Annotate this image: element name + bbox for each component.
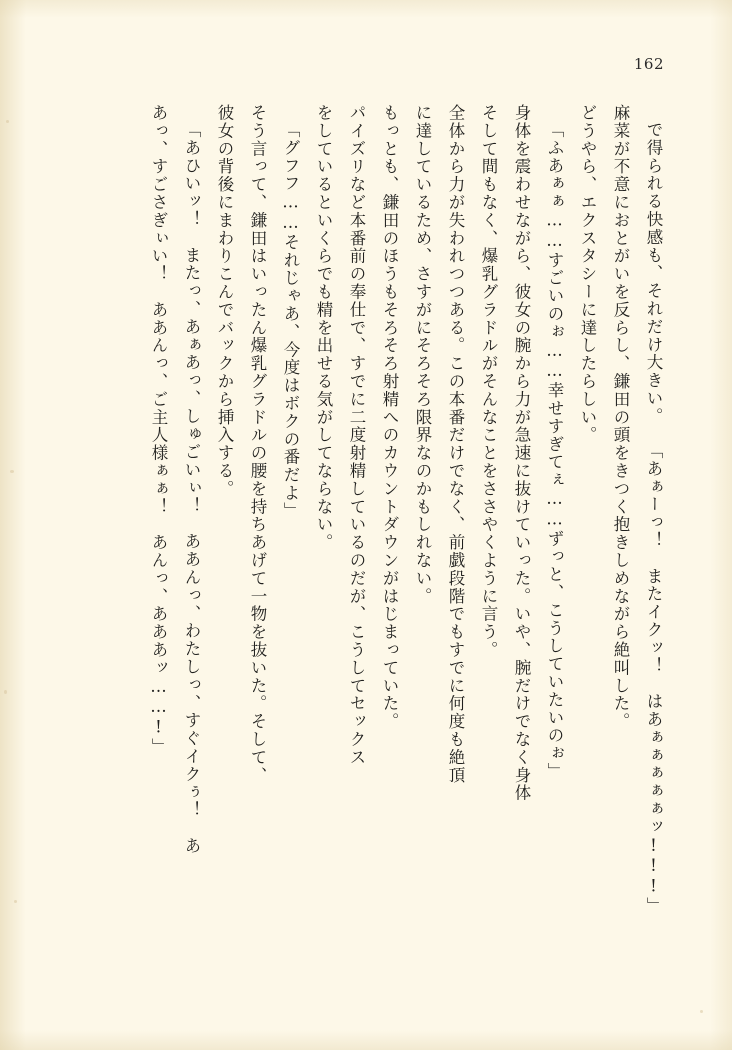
page-body-text: [66, 104, 670, 944]
paragraph: で得られる快感も、それだけ大きい。: [644, 121, 663, 426]
paragraph: 「あぁーっ！ またイクッ！ はあぁぁぁぁぁッ!!!」: [644, 442, 663, 916]
paper-speck: [14, 900, 17, 903]
paragraph: 全体から力が失われつつある。この本番だけでなく、前戯段階でもすでに何度も絶頂: [446, 104, 465, 785]
paragraph: もっとも、鎌田のほうもそろそろ射精へのカウントダウンがはじまっていた。: [380, 104, 399, 731]
paragraph: 身体を震わせながら、彼女の腕から力が急速に抜けていった。いや、腕だけでなく身体: [512, 104, 531, 803]
paragraph: 彼女の背後にまわりこんでバックから挿入する。: [215, 104, 234, 498]
paragraph: パイズリなど本番前の奉仕で、すでに二度射精しているのだが、こうしてセックス: [347, 104, 366, 767]
paragraph: あっ、すごさぎぃい！ ああんっ、ご主人様ぁぁ！ あんっ、あああッ……!」: [149, 104, 168, 756]
paper-speck: [700, 1010, 703, 1013]
page-number: 162: [633, 55, 664, 73]
paragraph: 「ふあぁぁ……すごいのぉ……幸せすぎてぇ……ずっと、こうしていたいのぉ」: [545, 121, 564, 781]
paragraph: 「グフフ……それじゃあ、今度はボクの番だよ」: [281, 121, 300, 520]
paragraph: 「あひいッ！ またっ、あぁあっ、しゅごいぃ！ ああんっ、わたしっ、すぐイクぅ！ あ: [182, 121, 201, 855]
paper-speck: [10, 470, 14, 473]
paragraph: そして間もなく、爆乳グラドルがそんなことをささやくように言う。: [479, 104, 498, 659]
paragraph: をしているといくらでも精を出せる気がしてならない。: [314, 104, 333, 552]
paragraph: そう言って、鎌田はいったん爆乳グラドルの腰を持ちあげて一物を抜いた。そして、: [248, 104, 267, 785]
paper-speck: [4, 690, 7, 694]
paragraph: に達しているため、さすがにそろそろ限界なのかもしれない。: [413, 104, 432, 606]
paragraph: 麻菜が不意におとがいを反らし、鎌田の頭をきつく抱きしめながら絶叫した。: [611, 104, 630, 731]
paper-speck: [6, 120, 9, 123]
paragraph: どうやら、エクスタシーに達したらしい。: [578, 104, 597, 445]
